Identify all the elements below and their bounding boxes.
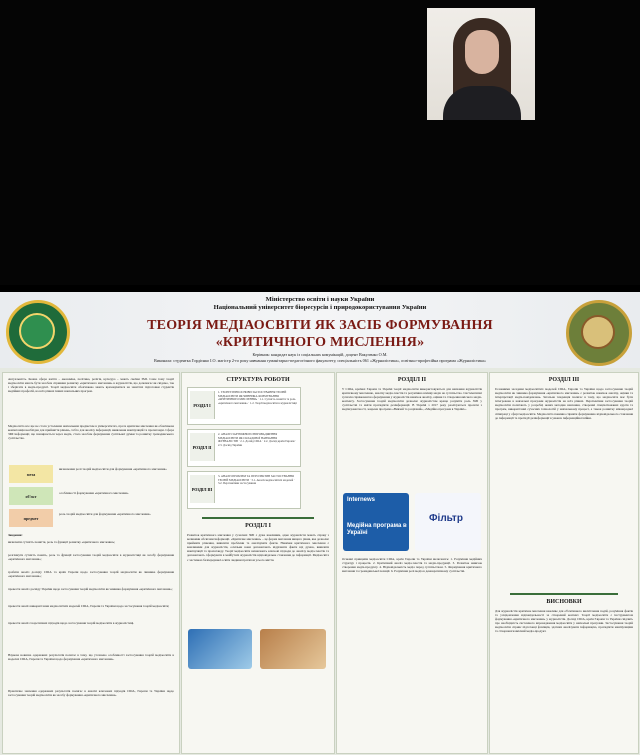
task-item-5: провести аналіз використання медіаосвітніх моделей США, Європи та України щодо застосування теорій медіаосвіти; bbox=[8, 604, 170, 608]
chip-goal: мета bbox=[9, 465, 53, 483]
section2-bottom-text: Основні принципи медіаосвіти США, країн Європи та України включають: 1. Розуміння медійних структур і процесів. 2. Критичний аналіз медіа-текстів та медіа-продукції. 3. Розвиток навичок створення медіа-продукту. 4. Відповідальність медіа перед суспільством. 5. Формування критичного мислення та громадянської позиції. 6. Розуміння ролі медіа в демократичному суспільстві. bbox=[342, 557, 482, 574]
poster-title-line1: ТЕОРІЯ МЕДІАОСВІТИ ЯК ЗАСІБ ФОРМУВАННЯ bbox=[147, 318, 493, 333]
structure-row-1-tag: РОЗДІЛ І bbox=[190, 391, 215, 419]
university-name: Національний університет біоресурсів і природокористування України bbox=[213, 304, 427, 311]
section1-text: Розвиток критичного мислення у сучасних ЗМІ є дуже важливим, адже журналісти мають справу з великими обсягами інформації. «Критичне мислення» – це форма мислення вищого рівня, яка дозволяє приймати рішення, виявляти проблеми та аналізувати факти. Навички критичного мислення є важливими для журналістів, оскільки вони допомагають відрізняти факти від думок, виявляти маніпуляції та пропаганду. Теорії медіаосвіти визначають ключові підходи до аналізу медіа-текстів та допомагають сформувати в майбутніх журналістів відповідальне ставлення до інформації. Медіаосвіта є частиною безперервної освіти людини протягом усього життя. bbox=[187, 533, 329, 562]
structure-row-3 bbox=[187, 471, 301, 509]
media-illustration-2 bbox=[260, 629, 326, 669]
section2-title: РОЗДІЛ ІІ bbox=[397, 377, 427, 383]
chip-object: об'єкт bbox=[9, 487, 53, 505]
novelty-paragraph: Наукова новизна одержаних результатів полягає в тому, що уточнено особливості застосування теорій медіаосвіти в моделях США, Європи та України щодо формування «критичного мислення». bbox=[8, 653, 174, 662]
practical-paragraph: Практичне значення одержаних результатів полягає в аналізі ключових підходів США, Європи та України щодо застосування теорій медіаосвіти як засобу формування «критичного мислення». bbox=[8, 689, 174, 698]
task-item-2: розглянути сутність понять, роль та функції застосування теорій медіаосвіти в журналістиці як засобу формування «критичного мислення»; bbox=[8, 553, 174, 562]
poster-header bbox=[0, 292, 640, 368]
task-item-1: визначити сутність поняття, роль та функції розвитку «критичного мислення»; bbox=[8, 540, 116, 544]
structure-row-1 bbox=[187, 387, 301, 425]
task-item-3: зробити аналіз досвіду США та країн Європи щодо застосування теорій медіаосвіти як чинника формування «критичного мислення»; bbox=[8, 570, 174, 579]
structure-row-2-tag: РОЗДІЛ ІІ bbox=[190, 433, 215, 461]
poster-title-line2: «КРИТИЧНОГО МИСЛЕННЯ» bbox=[215, 335, 425, 350]
structure-row-3-items: 3. АНАЛІЗ ПРОБЛЕМ ТА ПЕРСПЕКТИВ ЗАСТОСУВАННЯ ТЕОРІЙ МЕДІАОСВІТИ · 3.1. Аналіз медіаосвітніх моделей · 3.2. Перспективи застосування bbox=[218, 474, 295, 485]
column-structure bbox=[181, 372, 335, 754]
column-section3 bbox=[489, 372, 639, 754]
structure-row-2-items: 2. АНАЛІЗ ЗАРУБІЖНОГО ВПРОВАДЖЕННЯ МЕДІАОСВІТИ ЯК СКЛАДОВОЇ НАВЧАННЯ ЖУРНАЛІСТІВ · 2.1. Досвід США · 2.2. Досвід країн Європи · 2.3. Досвід України bbox=[218, 432, 297, 447]
chip-object-text: особливості формування «критичного мислення» bbox=[59, 491, 129, 495]
internews-logo-text: Internews bbox=[347, 497, 376, 503]
filter-logo-text: Фільтр bbox=[429, 513, 463, 524]
chip-goal-text: визначення ролі теорій медіаосвіти для формування «критичного мислення» bbox=[59, 467, 167, 471]
chip-subject: предмет bbox=[9, 509, 53, 527]
conclusions-title: ВИСНОВКИ bbox=[546, 599, 582, 605]
performer-line: Виконала: студентка Гордієнко І.О. магістр 2-го року навчання гуманітарно-педагогічного факультету, спеціальність 061 «Журналістика», освітньо-професійна програма «Журналістика» bbox=[153, 358, 487, 363]
person-face bbox=[465, 30, 499, 74]
section1-divider bbox=[202, 517, 314, 519]
structure-row-2 bbox=[187, 429, 301, 467]
media-program-caption: Медійна програма в Україні bbox=[347, 523, 407, 536]
supervisor-line: Керівник: кандидат наук із соціальних комунікацій, доцент Вакуленко О.М. bbox=[252, 352, 388, 357]
shared-poster bbox=[0, 292, 640, 755]
section3-title: РОЗДІЛ ІІІ bbox=[548, 377, 580, 383]
webcam-video bbox=[427, 8, 535, 120]
intro-paragraph-2: Медіаосвіта все ще не стала усталеним навчальним предметом в університетах, проте критичне мислення як обов'язкова компетенція необхідна для прийняття рішень, тобто для аналізу інформації, виявлення маніпуляцій та пропаганди. Сфера ЗМІ інформації, що поширюється через медіа, стала засобом формування суспільної думки та розвитку громадянського суспільства. bbox=[8, 424, 174, 441]
structure-row-1-items: 1. ТЕОРЕТИЧНІ ОСНОВИ ЗАСТОСУВАННЯ ТЕОРІЙ МЕДІАОСВІТИ ЯК ЧИННИКА ФОРМУВАННЯ «КРИТИЧНОГО МИСЛЕННЯ» · 1.1. Сутність поняття та роль «критичного мислення» · 1.2. Теорії медіаосвіти в журналістиці bbox=[218, 390, 297, 405]
conclusions-text: Для журналістів критичне мислення важливе для об'єктивного висвітлення подій, розуміння фактів та усвідомлення відповідальності за створений контент. Теорії медіаосвіти є інструментом формування «критичного мислення» у журналістів. Досвід США, країн Європи та України свідчить про необхідність системного впровадження медіаосвіти у навчальні програми. Застосування теорій медіаосвіти сприяє підготовці фахівців, здатних аналізувати інформацію, протидіяти маніпуляціям та створювати якісний медіа-продукт. bbox=[495, 609, 633, 634]
chip-subject-text: роль теорій медіаосвіти для формування «критичного мислення» bbox=[59, 512, 151, 516]
section2-text: У США, країнах Європи та Україні теорії медіаосвіти використовуються для навчання журналістів критичному мисленню, аналізу медіа-текстів та розумінню впливу медіа на суспільство. Систематичні зусилля спрямовані на формування у журналістів навичок аналізу, оцінки та створення якісного медіа-контенту. Застосування теорій медіаосвіти дозволяє журналістам краще розуміти роль ЗМІ у суспільстві та вміти протидіяти дезінформації. В Україні з 2017 року реалізуються проєкти з медіаграмотності, зокрема програма «Вивчай та розрізняй», «Медійна програма в Україні». bbox=[342, 387, 482, 412]
section1-title: РОЗДІЛ І bbox=[245, 523, 271, 529]
screen-background bbox=[0, 0, 640, 285]
intro-paragraph-1: Актуальність. Кожна сфера життя – економіка, політика, релігія, культура – мають своїми ЗМІ. Саме тому теорії медіаосвіти мають бути засобом сприяння розвитку «критичного мислення» в журналістів, що допомагає як свідомо, так і зберігати в медіа-продукті. Теорії медіаосвіти обов'язково мають враховуватися на заняттях підготовки студентів медійних професій, на всіх рівнях інших навчальних програм. bbox=[8, 377, 174, 394]
section3-text: Головними засадами медіаосвітніх моделей США, Європи та України щодо застосування теорій медіаосвіти як чинника формування «критичного мислення» є розвиток навичок аналізу, оцінки та інтерпретації медіа-повідомлень. Загальна тенденція полягає в тому, що медіаосвіта має бути інтегрована в навчальні програми журналістів на всіх рівнях. Перспективи застосування теорій медіаосвіти полягають у розробці нових методик навчання, створенні спеціалізованих курсів та програм, використанні сучасних технологій у навчальному процесі, а також розвитку міжнародної співпраці у сфері медіаосвіти. Медіаосвіта повинна сприяти формуванню відповідального ставлення до інформації та протидії дезінформації в умовах інформаційної війни. bbox=[495, 387, 633, 420]
task-item-4: провести аналіз досвіду України щодо застосування теорій медіаосвіти як чинника формування «критичного мислення»; bbox=[8, 587, 173, 591]
conclusions-divider bbox=[510, 593, 618, 595]
media-illustration-1 bbox=[188, 629, 252, 669]
tasks-heading: Завдання: bbox=[8, 533, 23, 537]
structure-title: СТРУКТУРА РОБОТИ bbox=[226, 377, 290, 383]
column-intro bbox=[2, 372, 180, 754]
structure-row-3-tag: РОЗДІЛ ІІІ bbox=[190, 475, 215, 503]
column-section2 bbox=[336, 372, 488, 754]
task-item-6: провести аналіз теоретичних підходів щодо застосування теорій медіаосвіти в журналістиці. bbox=[8, 621, 135, 625]
internews-image bbox=[343, 493, 409, 551]
ministry-name: Міністерство освіти і науки України bbox=[265, 296, 375, 303]
filter-image bbox=[415, 493, 481, 551]
